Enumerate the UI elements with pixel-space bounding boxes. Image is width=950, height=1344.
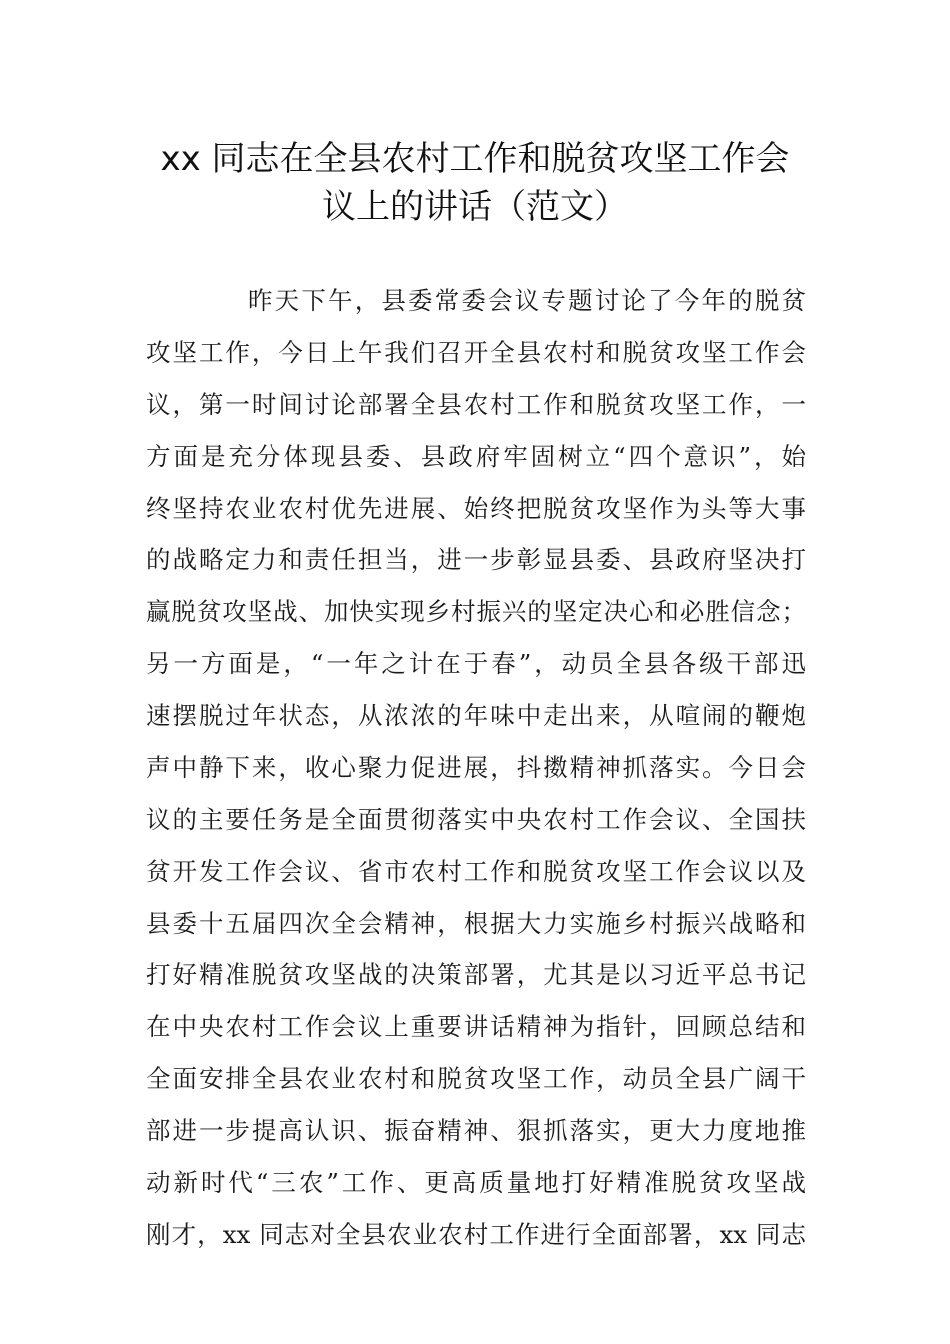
body-line: 议，第一时间讨论部署全县农村工作和脱贫攻坚工作，一 — [146, 390, 806, 419]
body-line: 打好精准脱贫攻坚战的决策部署，尤其是以习近平总书记 — [146, 960, 806, 989]
body-line: 刚才，xx 同志对全县农业农村工作进行全面部署，xx 同志 — [146, 1220, 806, 1249]
body-line: 贫开发工作会议、省市农村工作和脱贫攻坚工作会议以及 — [146, 857, 806, 886]
body-line: 终坚持农业农村优先进展、始终把脱贫攻坚作为头等大事 — [146, 494, 806, 523]
body-line: 全面安排全县农业农村和脱贫攻坚工作，动员全县广阔干 — [146, 1064, 806, 1093]
body-line: 速摆脱过年状态，从浓浓的年味中走出来，从喧闹的鞭炮 — [146, 701, 806, 730]
body-line: 部进一步提高认识、振奋精神、狠抓落实，更大力度地推 — [146, 1116, 806, 1145]
body-line: 赢脱贫攻坚战、加快实现乡村振兴的坚定决心和必胜信念； — [146, 597, 806, 626]
document-title-line-2: 议上的讲话（范文） — [322, 187, 628, 227]
body-line: 动新时代“三农”工作、更高质量地打好精准脱贫攻坚战 — [146, 1168, 806, 1197]
body-line: 议的主要任务是全面贯彻落实中央农村工作会议、全国扶 — [146, 805, 806, 834]
body-line: 县委十五届四次全会精神，根据大力实施乡村振兴战略和 — [146, 909, 806, 938]
body-line: 的战略定力和责任担当，进一步彰显县委、县政府坚决打 — [146, 545, 806, 574]
body-line: 方面是充分体现县委、县政府牢固树立“四个意识”，始 — [146, 442, 806, 471]
body-line: 声中静下来，收心聚力促进展，抖擞精神抓落实。今日会 — [146, 753, 806, 782]
body-line: 攻坚工作，今日上午我们召开全县农村和脱贫攻坚工作会 — [146, 338, 806, 367]
document-title-line-1: xx 同志在全县农村工作和脱贫攻坚工作会 — [160, 139, 790, 179]
body-line: 另一方面是，“一年之计在于春”，动员全县各级干部迅 — [146, 649, 806, 678]
body-line: 在中央农村工作会议上重要讲话精神为指针，回顾总结和 — [146, 1012, 806, 1041]
body-line: 昨天下午，县委常委会议专题讨论了今年的脱贫 — [248, 286, 806, 315]
